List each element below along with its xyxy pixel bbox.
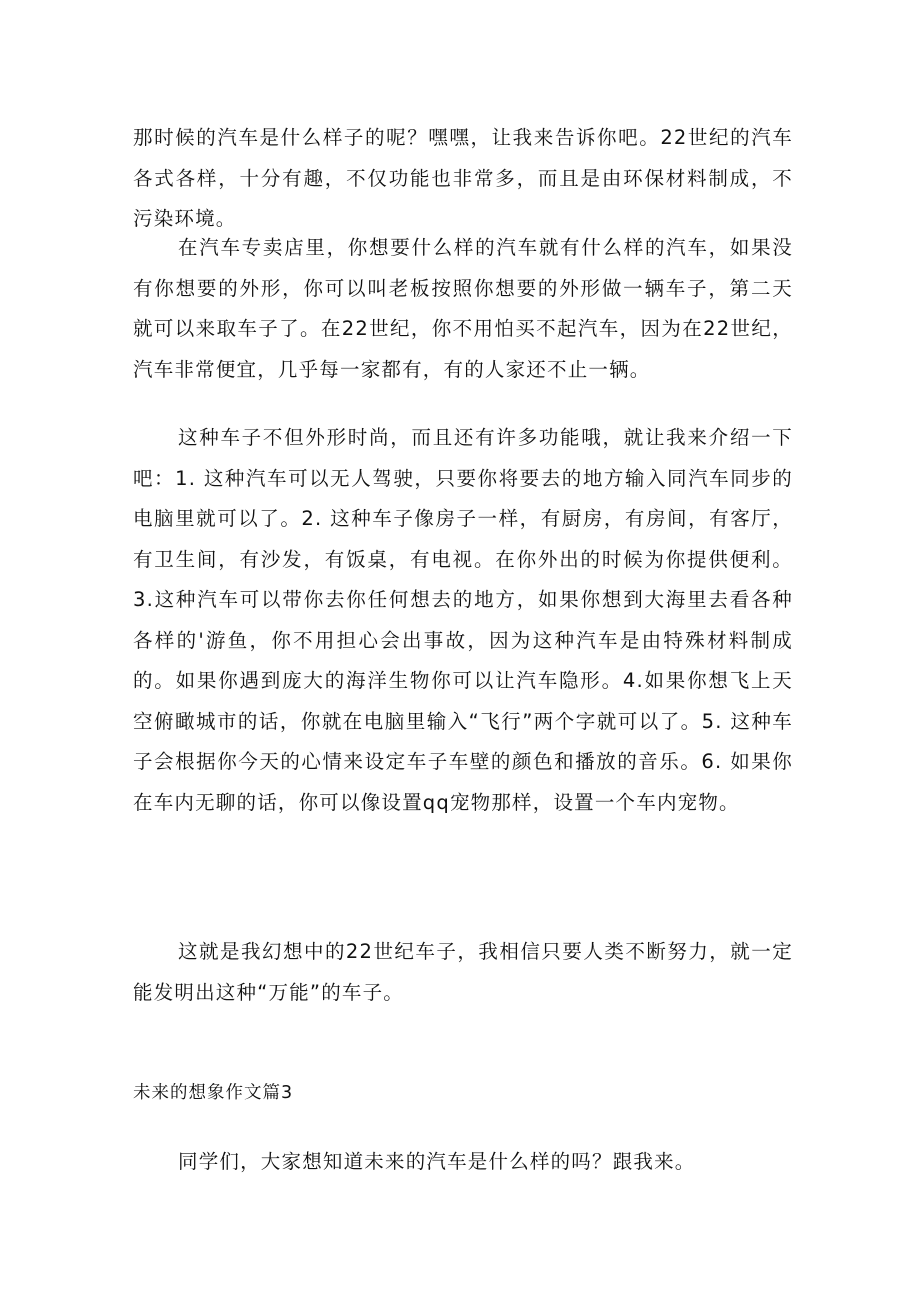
paragraph-conclusion: 这就是我幻想中的22世纪车子，我相信只要人类不断努力，就一定能发明出这种“万能”的车子。 xyxy=(133,940,793,1004)
paragraph-22nd-century-cars: 那时候的汽车是什么样子的呢？嘿嘿，让我来告诉你吧。22世纪的汽车各式各样，十分有趣，不仅功能也非常多，而且是由环保材料制成，不污染环境。 xyxy=(133,126,793,230)
paragraph-car-store: 在汽车专卖店里，你想要什么样的汽车就有什么样的汽车，如果没有你想要的外形，你可以叫老板按照你想要的外形做一辆车子，第二天就可以来取车子了。在22世纪，你不用怕买不起汽车，因为在22世纪，汽车非常便宜，几乎每一家都有，有的人家还不止一辆。 xyxy=(133,236,793,381)
paragraph-car-functions: 这种车子不但外形时尚，而且还有许多功能哦，就让我来介绍一下吧：1. 这种汽车可以无人驾驶，只要你将要去的地方输入同汽车同步的电脑里就可以了。2. 这种车子像房子一样，有厨房，有房间，有客厅，有卫生间，有沙发，有饭桌，有电视。在你外出的时候为你提供便利。3.这种汽车可以带你去你任何想去的地方，如果你想到大海里去看各种各样的'游鱼，你不用担心会出事故，因为这种汽车是由特殊材料制成的。如果你遇到庞大的海洋生物你可以让汽车隐形。4.如果你想飞上天空俯瞰城市的话，你就在电脑里输入“飞行”两个字就可以了。5. 这种车子会根据你今天的心情来设定车子车壁的颜色和播放的音乐。6. 如果你在车内无聊的话，你可以像设置qq宠物那样，设置一个车内宠物。 xyxy=(133,426,793,814)
paragraph-section-intro: 同学们，大家想知道未来的汽车是什么样的吗？跟我来。 xyxy=(178,1150,696,1173)
section-title: 未来的想象作文篇3 xyxy=(133,1083,294,1103)
